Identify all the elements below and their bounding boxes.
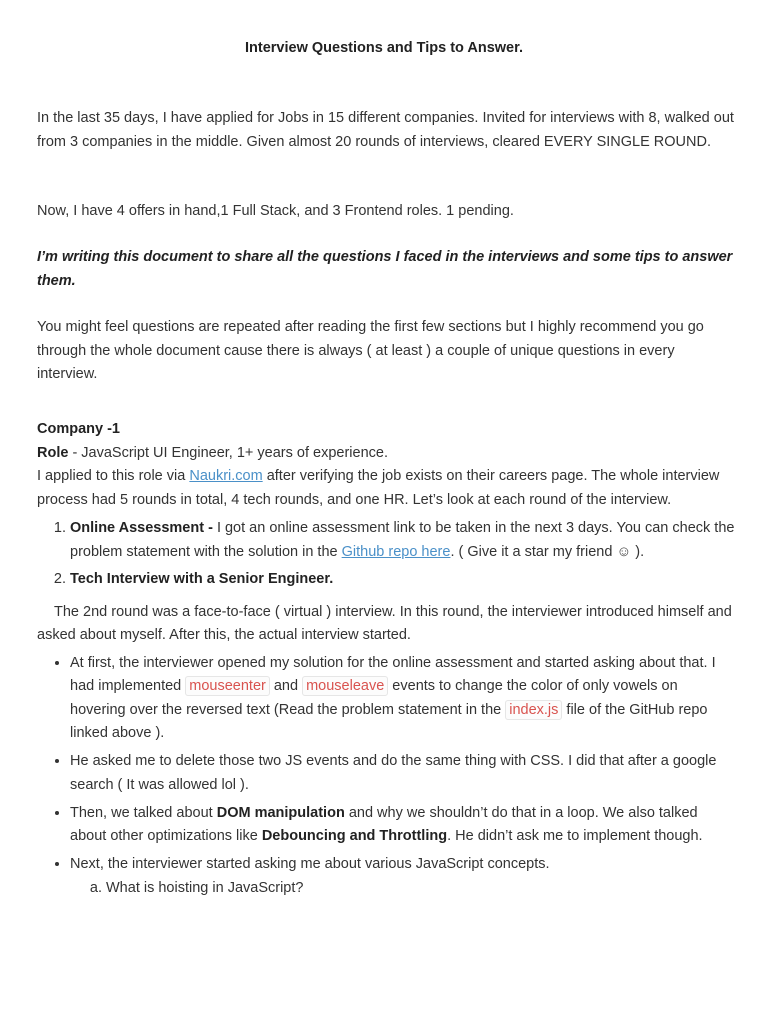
company-section <box>37 418 737 905</box>
js-question-item: a. What is hoisting in JavaScript? <box>106 877 737 901</box>
round-1-text-pre: I got an online assessment link to be taken in the next 3 days. You can check the problem statement with the solution in the <box>70 520 735 560</box>
bullet-1-text-pre: At first, the interviewer opened my solution for the online assessment and started asking about that. I had implemented <box>70 654 716 694</box>
round-1-item <box>70 517 737 564</box>
company-heading: Company -1 <box>37 421 120 437</box>
github-repo-link[interactable]: Github repo here <box>341 543 451 560</box>
bullet-item <box>70 853 737 900</box>
document-title: Interview Questions and Tips to Answer. <box>245 40 523 56</box>
naukri-link[interactable]: Naukri.com <box>189 468 263 484</box>
bullet-4-text: Next, the interviewer started asking me about various JavaScript concepts. <box>70 856 550 872</box>
code-mouseleave: mouseleave <box>302 676 388 696</box>
intro-paragraph-2: Now, I have 4 offers in hand,1 Full Stack, and 3 Frontend roles. 1 pending. <box>37 203 514 219</box>
role-line <box>37 442 737 466</box>
code-index-js: index.js <box>505 700 562 720</box>
bullet-1-text-and: and <box>269 678 303 694</box>
role-text: - JavaScript UI Engineer, 1+ years of experience. <box>68 444 388 461</box>
intro-paragraph-4: You might feel questions are repeated after reading the first few sections but I highly recommend you go through the whole document cause there is always ( at least ) a couple of unique questions in every interview. <box>37 319 704 382</box>
js-questions-list <box>70 877 737 901</box>
applied-text-pre: I applied to this role via <box>37 468 190 484</box>
bullet-1-text-mid: events to change the color of only vowels on hovering over the reversed text (Read the problem statement in the <box>70 678 678 718</box>
intro-paragraph-3: I’m writing this document to share all the questions I faced in the interviews and some tips to answer them. <box>37 249 733 289</box>
round-2-intro: The 2nd round was a face-to-face ( virtual ) interview. In this round, the interviewer introduced himself and asked about myself. After this, the actual interview started. <box>37 603 732 643</box>
code-mouseenter: mouseenter <box>185 676 270 696</box>
bullet-3-text-pre: Then, we talked about <box>70 804 217 821</box>
bold-dom-manipulation: DOM manipulation <box>216 804 345 821</box>
bold-debouncing-throttling: Debouncing and Throttling <box>261 828 448 844</box>
bullet-item: • He asked me to delete those two JS events and do the same thing with CSS. I did that after a google search ( It was allowed lol ). <box>70 750 737 797</box>
round-1-text-post: . ( Give it a star my friend ☺ ). <box>450 543 645 560</box>
bullet-3-text-mid: and why we shouldn’t do that in a loop. We also talked about other optimizations like <box>70 804 698 844</box>
round-1-label: Online Assessment - <box>70 520 217 536</box>
round-2-label: Tech Interview with a Senior Engineer. <box>70 571 334 587</box>
round-2-bullets <box>37 652 737 901</box>
applied-paragraph <box>37 465 737 512</box>
rounds-list <box>37 517 737 592</box>
bullet-1-text-post: file of the GitHub repo linked above ). <box>70 701 708 741</box>
bullet-item <box>70 652 737 746</box>
role-label: Role <box>37 444 69 461</box>
bullet-item <box>70 802 737 849</box>
bullet-3-text-post: . He didn’t ask me to implement though. <box>447 828 703 844</box>
intro-paragraph-1: In the last 35 days, I have applied for Jobs in 15 different companies. Invited for interviews with 8, walked out from 3 companies in the middle. Given almost 20 rounds of interviews, cleared EVERY SINGLE ROUND. <box>37 110 734 150</box>
round-2-item <box>70 568 737 592</box>
applied-text-post: after verifying the job exists on their careers page. The whole interview process had 5 rounds in total, 4 tech rounds, and one HR. Let’s look at each round of the interview. <box>37 468 720 508</box>
